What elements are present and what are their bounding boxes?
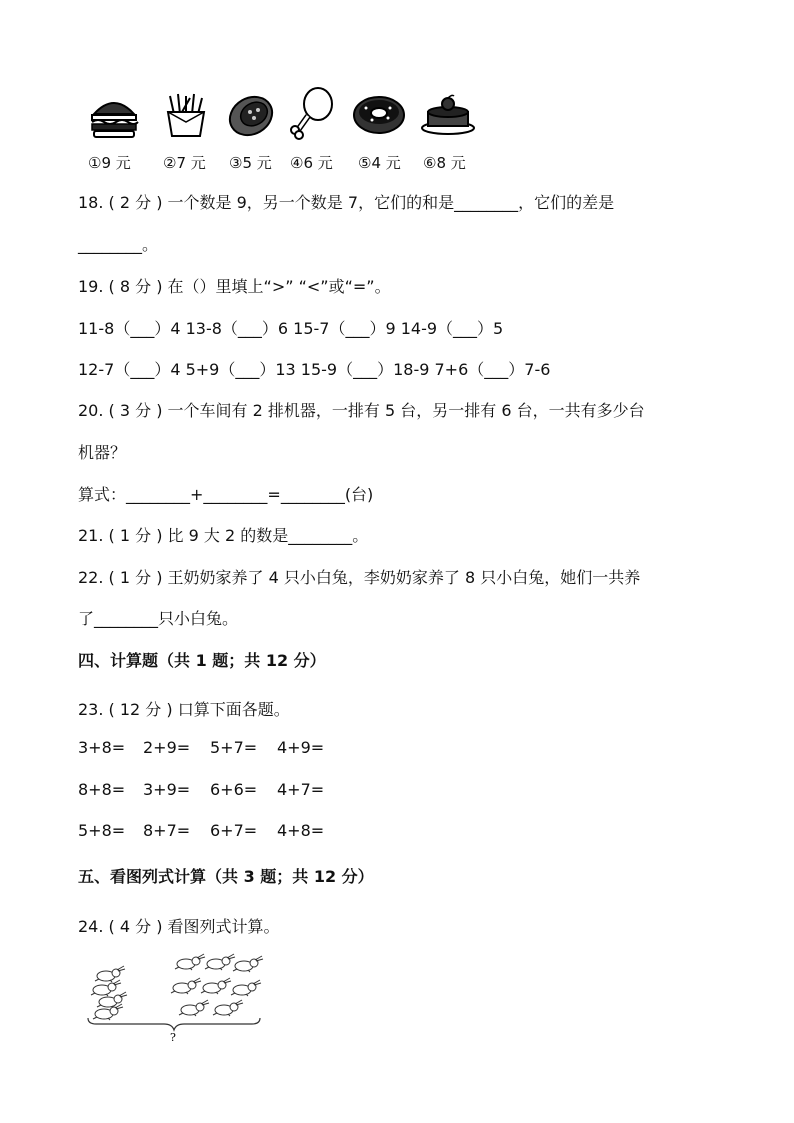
q18-line2: ________。 <box>78 235 159 254</box>
q21-line1: 21. ( 1 分 ) 比 9 大 2 的数是________。 <box>78 526 369 545</box>
fries-icon <box>162 92 210 138</box>
q23-calc: 3+9= <box>143 780 191 799</box>
food-price-4: ④6 元 <box>290 154 333 172</box>
burger-icon <box>88 94 140 138</box>
q20-line1: 20. ( 3 分 ) 一个车间有 2 排机器，一排有 5 台，另一排有 6 台，一共有多少台 <box>78 401 645 420</box>
q23-calc: 8+8= <box>78 780 126 799</box>
rabbits-picture <box>84 942 266 1042</box>
q23-calc: 8+7= <box>143 821 191 840</box>
q19-line1: 19. ( 8 分 ) 在（）里填上“>” “<”或“=”。 <box>78 277 391 296</box>
q23-calc: 4+9= <box>277 738 325 757</box>
rabbit-icon <box>91 980 121 996</box>
q23-calc: 6+6= <box>210 780 258 799</box>
q23-calc: 4+8= <box>277 821 325 840</box>
q19-row2: 12-7（___）4 5+9（___）13 15-9（___）18-9 7+6（___）7-6 <box>78 360 551 379</box>
food-price-1: ①9 元 <box>88 154 131 172</box>
rabbit-icon <box>95 966 125 982</box>
cake-icon <box>420 92 476 136</box>
q22-line1: 22. ( 1 分 ) 王奶奶家养了 4 只小白兔，李奶奶家养了 8 只小白兔，她们一共养 <box>78 568 641 587</box>
food-price-5: ⑤4 元 <box>358 154 401 172</box>
brace <box>88 1018 260 1030</box>
q23-calc: 5+7= <box>210 738 258 757</box>
q22-line2: 了________只小白兔。 <box>78 609 239 628</box>
question-mark: ? <box>170 1031 176 1042</box>
food-price-2: ②7 元 <box>163 154 206 172</box>
rabbit-icon <box>175 954 205 970</box>
q23-line1: 23. ( 12 分 ) 口算下面各题。 <box>78 700 290 719</box>
q24-line1: 24. ( 4 分 ) 看图列式计算。 <box>78 917 280 936</box>
rabbit-icon <box>213 1000 243 1016</box>
rabbit-icon <box>231 980 261 996</box>
q23-calc: 3+8= <box>78 738 126 757</box>
rabbit-icon <box>179 1000 209 1016</box>
q23-calc: 6+7= <box>210 821 258 840</box>
q23-calc: 4+7= <box>277 780 325 799</box>
rabbit-icon <box>233 956 263 972</box>
q19-row1: 11-8（___）4 13-8（___）6 15-7（___）9 14-9（___）5 <box>78 319 504 338</box>
section5-title: 五、看图列式计算（共 3 题；共 12 分） <box>78 867 374 886</box>
q18-line1: 18. ( 2 分 ) 一个数是 9，另一个数是 7，它们的和是________，它们的差是 <box>78 193 615 212</box>
q20-line2: 机器？ <box>78 443 127 462</box>
q23-calc: 5+8= <box>78 821 126 840</box>
food-price-6: ⑥8 元 <box>423 154 466 172</box>
q20-formula: 算式：________+________=________(台) <box>78 485 374 504</box>
taco-icon <box>226 92 276 138</box>
donut-icon <box>352 94 406 136</box>
section4-title: 四、计算题（共 1 题；共 12 分） <box>78 651 326 670</box>
rabbit-icon <box>201 978 231 994</box>
rabbit-icon <box>171 978 201 994</box>
food-price-3: ③5 元 <box>229 154 272 172</box>
drumstick-icon <box>288 86 336 140</box>
q23-calc: 2+9= <box>143 738 191 757</box>
rabbit-icon <box>205 954 235 970</box>
